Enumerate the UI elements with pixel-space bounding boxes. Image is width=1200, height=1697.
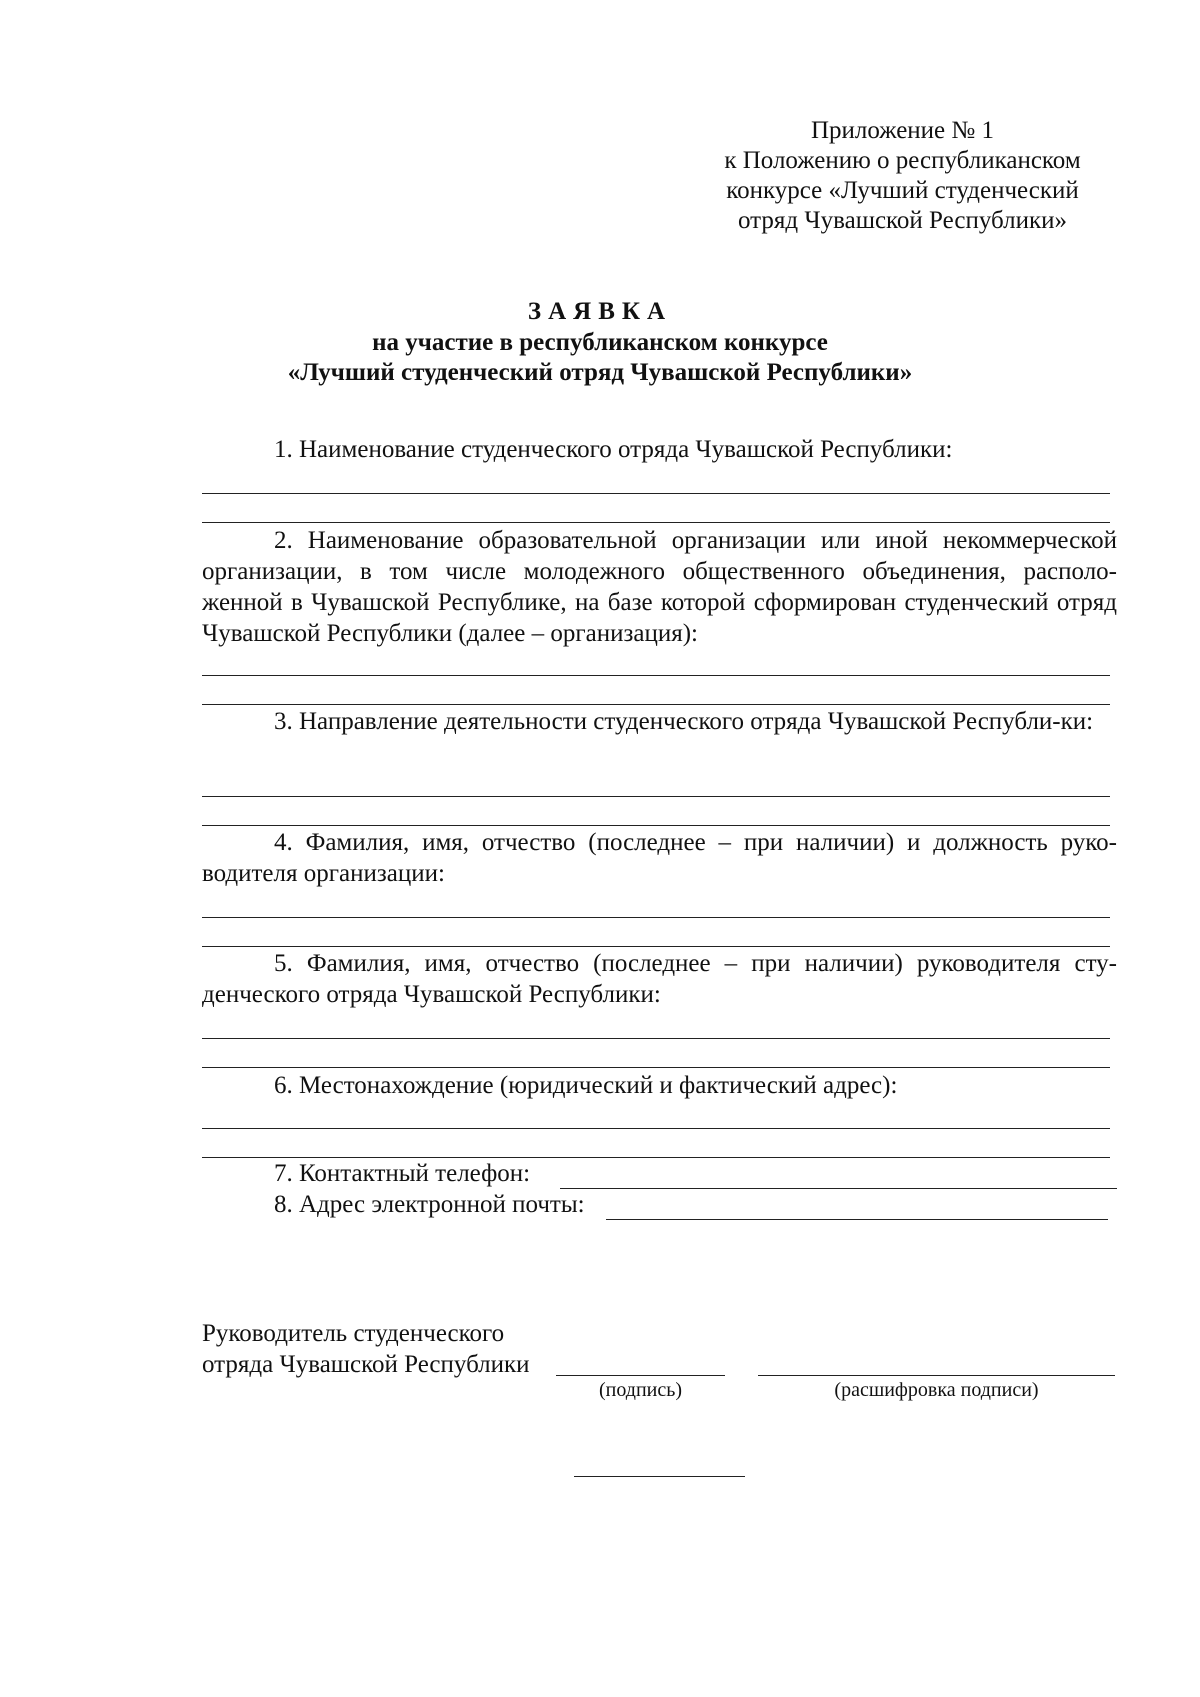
item-5-line-2[interactable] [202, 1067, 1110, 1068]
signature-field[interactable] [556, 1375, 725, 1376]
item-8-label: 8. Адрес электронной почты: [274, 1191, 585, 1218]
title-line-1: на участие в республиканском конкурсе [372, 329, 828, 356]
item-6-line-2[interactable] [202, 1157, 1110, 1158]
contact-phone-field[interactable] [560, 1188, 1117, 1189]
signature-decoding-caption: (расшифровка подписи) [834, 1379, 1039, 1401]
title-line-2: «Лучший студенческий отряд Чувашской Республики» [287, 359, 913, 386]
appendix-header [690, 116, 1115, 236]
item-4-label: 4. Фамилия, имя, отчество (последнее – при наличии) и должность руко-водителя организации: [202, 829, 1117, 887]
item-3-label: 3. Направление деятельности студенческого отряда Чувашской Республи-ки: [274, 708, 1094, 735]
item-1-label: 1. Наименование студенческого отряда Чувашской Республики: [274, 436, 953, 463]
appendix-line-2: к Положению о республиканском [724, 147, 1081, 174]
item-4-line-1[interactable] [202, 917, 1110, 918]
appendix-line-1: Приложение № 1 [810, 117, 995, 144]
item-6-line-1[interactable] [202, 1128, 1110, 1129]
closing-line [574, 1476, 745, 1477]
item-4-line-2[interactable] [202, 946, 1110, 947]
email-field[interactable] [606, 1219, 1108, 1220]
item-7-label: 7. Контактный телефон: [274, 1160, 531, 1187]
item-2-line-1[interactable] [202, 675, 1110, 676]
item-1-line-2[interactable] [202, 522, 1110, 523]
item-1-line-1[interactable] [202, 493, 1110, 494]
signature-role-line-1: Руководитель студенческого [202, 1320, 505, 1347]
title-main: ЗАЯВКА [527, 298, 673, 325]
signature-block [202, 1318, 530, 1380]
appendix-line-4: отряд Чувашской Республики» [738, 207, 1067, 234]
signature-caption: (подпись) [598, 1379, 683, 1401]
item-2-label: 2. Наименование образовательной организации или иной некоммерческой организации, в том числе молодежного общественного объединения, располо-женной в Чувашской Республике, на базе которой сформирован студенческий отряд Чувашской Республики (далее – организация): [202, 527, 1117, 647]
item-6-label: 6. Местонахождение (юридический и фактический адрес): [274, 1072, 898, 1099]
item-5-line-1[interactable] [202, 1038, 1110, 1039]
appendix-line-3: конкурсе «Лучший студенческий [726, 177, 1079, 204]
item-3-line-2[interactable] [202, 825, 1110, 826]
item-3-line-1[interactable] [202, 796, 1110, 797]
application-title [150, 296, 1050, 388]
signature-role-line-2: отряда Чувашской Республики [202, 1351, 530, 1378]
item-2-line-2[interactable] [202, 704, 1110, 705]
item-5-label: 5. Фамилия, имя, отчество (последнее – при наличии) руководителя сту-денческого отряда Чувашской Республики: [202, 950, 1117, 1008]
signature-decoding-field[interactable] [758, 1375, 1115, 1376]
